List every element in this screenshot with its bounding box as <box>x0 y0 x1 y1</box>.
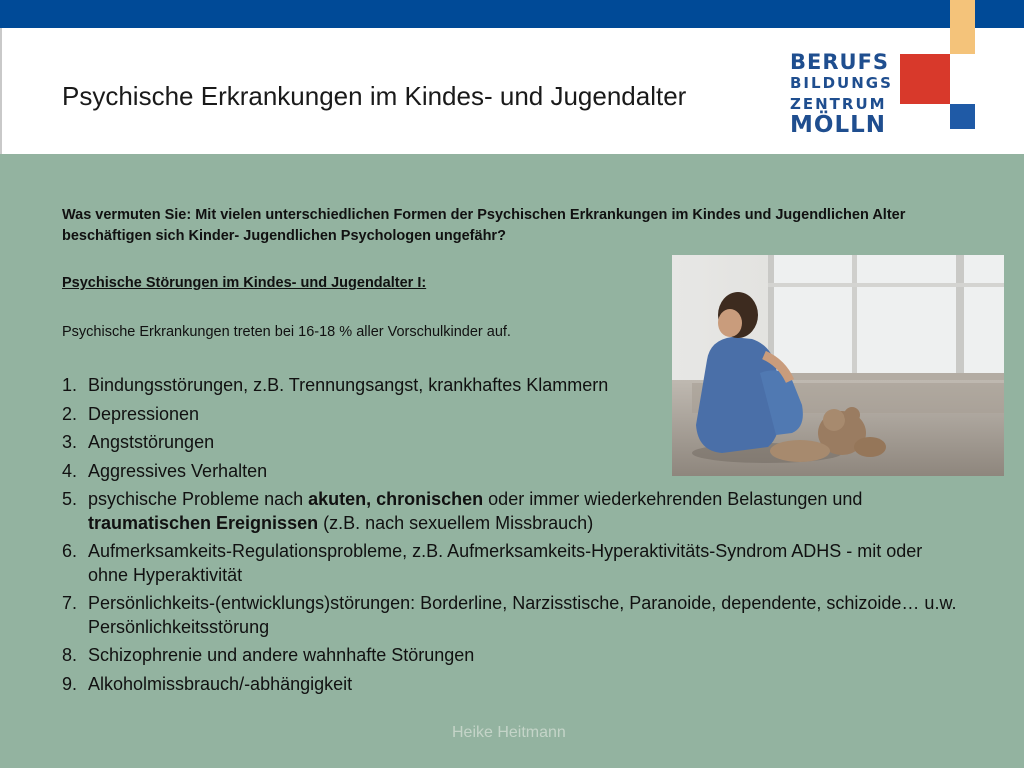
child-photo <box>672 255 1004 476</box>
slide-title: Psychische Erkrankungen im Kindes- und Jugendalter <box>62 81 687 111</box>
list-item: 8. Schizophrenie und andere wahnhafte Störungen <box>62 645 475 665</box>
author-footer: Heike Heitmann <box>452 724 566 741</box>
list-item: 4. Aggressives Verhalten <box>62 460 268 481</box>
list-item: 1. Bindungsstörungen, z.B. Trennungsangst, krankhaftes Klammern <box>62 375 609 395</box>
logo <box>790 52 893 136</box>
logo-line-3: ZENTRUM <box>790 95 887 113</box>
logo-square-yellow <box>950 0 975 54</box>
intro-text: Psychische Erkrankungen treten bei 16-18 % aller Vorschulkinder auf. <box>62 324 511 340</box>
logo-square-blue <box>950 104 975 129</box>
list-item: 7. Persönlichkeits-(entwicklungs)störungen: Borderline, Narzisstische, Paranoide, dependente, schizoide… u.w. Persönlichkeitsstörung <box>62 593 957 637</box>
list-item: 3. Angststörungen <box>62 432 215 452</box>
logo-square-red <box>900 54 950 104</box>
subheading: Psychische Störungen im Kindes- und Jugendalter I: <box>62 275 427 291</box>
list-item: 6. Aufmerksamkeits-Regulationsprobleme, z.B. Aufmerksamkeits-Hyperaktivitäts-Syndrom ADHS - mit oder ohne Hyperaktivität <box>62 541 923 585</box>
logo-line-2: BILDUNGS <box>790 74 893 92</box>
child-with-teddy-illustration <box>672 255 1004 476</box>
logo-line-1: BERUFS <box>790 50 890 74</box>
list-item: 2. Depressionen <box>62 403 200 424</box>
question-text: Was vermuten Sie: Mit vielen unterschiedlichen Formen der Psychischen Erkrankungen im Kindes und Jugendlichen Alter beschäftigen sich Kinder- Jugendlichen Psychologen ungefähr? <box>62 207 906 244</box>
top-bar <box>0 0 1024 28</box>
list-item: 5. psychische Probleme nach akuten, chronischen oder immer wiederkehrenden Belastungen und traumatischen Ereignissen (z.B. nach sexuellem Missbrauch) <box>62 489 863 533</box>
list-item: 9. Alkoholmissbrauch/-abhängigkeit <box>62 673 353 694</box>
logo-line-4: MÖLLN <box>790 112 887 138</box>
